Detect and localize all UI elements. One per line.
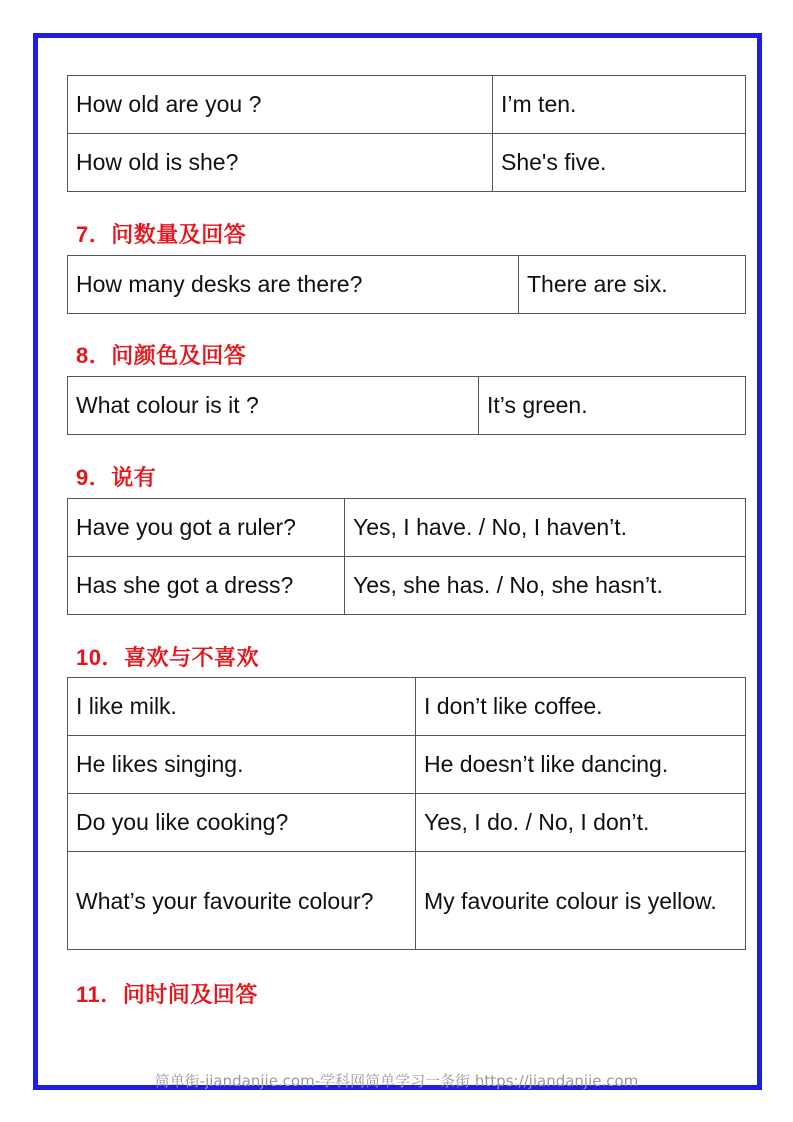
question-cell: Have you got a ruler? [68, 499, 345, 557]
table-row [68, 499, 746, 557]
footer-watermark: 简单街-jiandanjie.com-学科网简单学习一条街 https://jiandanjie.com [154, 1072, 639, 1090]
colour-table [67, 376, 746, 435]
answer-cell: Yes, I do. / No, I don’t. [416, 794, 746, 852]
statement-cell: He doesn’t like dancing. [416, 736, 746, 794]
section-heading-colour: 8．问颜色及回答 [76, 343, 247, 368]
answer-cell: It’s green. [479, 377, 746, 435]
question-cell: What’s your favourite colour? [68, 852, 416, 950]
question-cell: How old are you ? [68, 76, 493, 134]
have-table-section [67, 498, 745, 615]
answer-cell: Yes, she has. / No, she hasn’t. [345, 557, 746, 615]
section-heading-quantity: 7．问数量及回答 [76, 222, 247, 247]
quantity-table [67, 255, 746, 314]
statement-cell: I like milk. [68, 678, 416, 736]
colour-table-section [67, 376, 745, 435]
table-row [68, 852, 746, 950]
statement-cell: He likes singing. [68, 736, 416, 794]
question-cell: What colour is it ? [68, 377, 479, 435]
likes-table-section [67, 677, 745, 950]
age-table-section [67, 75, 745, 192]
have-table [67, 498, 746, 615]
table-row [68, 76, 746, 134]
question-cell: Has she got a dress? [68, 557, 345, 615]
age-table [67, 75, 746, 192]
question-cell: How old is she? [68, 134, 493, 192]
section-heading-time: 11．问时间及回答 [76, 982, 258, 1007]
likes-table [67, 677, 746, 950]
table-row [68, 256, 746, 314]
section-heading-have: 9．说有 [76, 465, 157, 490]
table-row [68, 557, 746, 615]
answer-cell: There are six. [519, 256, 746, 314]
answer-cell: My favourite colour is yellow. [416, 852, 746, 950]
table-row [68, 794, 746, 852]
answer-cell: Yes, I have. / No, I haven’t. [345, 499, 746, 557]
table-row [68, 377, 746, 435]
table-row [68, 736, 746, 794]
statement-cell: I don’t like coffee. [416, 678, 746, 736]
question-cell: How many desks are there? [68, 256, 519, 314]
quantity-table-section [67, 255, 745, 314]
table-row [68, 134, 746, 192]
table-row [68, 678, 746, 736]
section-heading-likes: 10．喜欢与不喜欢 [76, 645, 259, 670]
question-cell: Do you like cooking? [68, 794, 416, 852]
answer-cell: I’m ten. [493, 76, 746, 134]
answer-cell: She's five. [493, 134, 746, 192]
